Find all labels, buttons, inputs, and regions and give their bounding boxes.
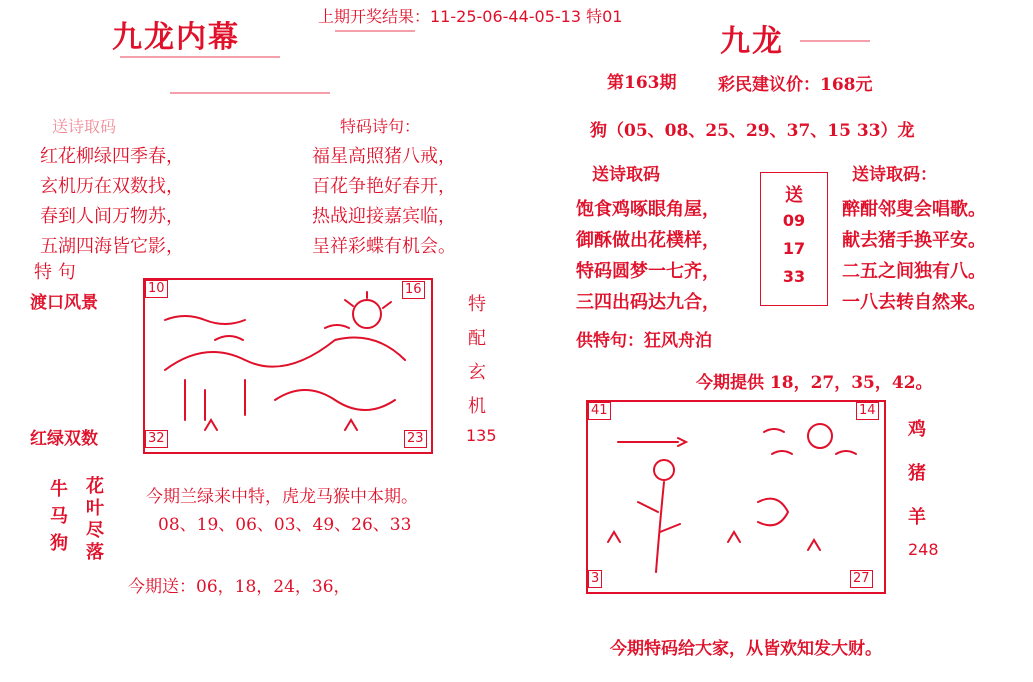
right-bottom-line: 今期特码给大家，从皆欢知发大财。 bbox=[610, 639, 882, 659]
send-title-left: 送诗取码 bbox=[592, 165, 660, 185]
last-result-text: 上期开奖结果：11-25-06-44-05-13 特01 bbox=[318, 7, 623, 26]
send-box bbox=[760, 172, 828, 306]
corner-number-tr: 16 bbox=[402, 281, 425, 299]
corner-number-bl: 3 bbox=[588, 570, 602, 588]
provide-line: 今期提供 18，27，35，42。 bbox=[696, 373, 933, 393]
poem-line: 红花柳绿四季春， bbox=[40, 146, 184, 167]
left-poem-2 bbox=[312, 142, 456, 262]
poem-line: 五湖四海皆它影， bbox=[40, 236, 184, 257]
smudge-line bbox=[800, 40, 870, 42]
poem-line: 醉酣邻叟会唱歌。 bbox=[842, 199, 986, 220]
send-box-num: 33 bbox=[782, 267, 806, 286]
price-label: 彩民建议价：168元 bbox=[718, 75, 873, 95]
te-ju-label: 特 句 bbox=[34, 262, 76, 283]
dog-dragon-line: 狗（05、08、25、29、37、15 33）龙 bbox=[590, 121, 915, 141]
left-send: 今期送：06，18，24，36， bbox=[128, 577, 351, 597]
smudge-line bbox=[120, 56, 280, 58]
left-tip: 今期兰绿来中特，虎龙马猴中本期。 bbox=[146, 487, 418, 507]
side-char: 玄 bbox=[468, 362, 486, 383]
poem-title-left: 送诗取码 bbox=[52, 117, 117, 136]
poem-line: 献去猪手换平安。 bbox=[842, 230, 986, 251]
poem-line: 福星高照猪八戒， bbox=[312, 146, 456, 167]
poem-line: 二五之间独有八。 bbox=[842, 261, 986, 282]
corner-number-tl: 41 bbox=[588, 402, 611, 420]
flower-char: 尽 bbox=[86, 520, 104, 541]
poem-line: 玄机历在双数找， bbox=[40, 176, 184, 197]
side-char: 机 bbox=[468, 396, 486, 417]
dukou-label: 渡口风景 bbox=[30, 293, 98, 313]
period-label: 第163期 bbox=[607, 73, 677, 93]
ferry-scene-sketch bbox=[145, 280, 429, 450]
zodiac-column bbox=[50, 476, 68, 557]
flower-char: 落 bbox=[86, 542, 104, 563]
zodiac-char: 牛 bbox=[50, 479, 68, 500]
poem-line: 一八去转自然来。 bbox=[842, 292, 986, 313]
right-side-number: 248 bbox=[908, 540, 939, 559]
corner-number-br: 27 bbox=[850, 570, 873, 588]
send-title-right: 送诗取码： bbox=[852, 165, 937, 185]
poem-line: 百花争艳好春开， bbox=[312, 176, 456, 197]
send-box-num: 17 bbox=[782, 239, 806, 258]
zodiac-char: 马 bbox=[50, 506, 68, 527]
flower-char: 叶 bbox=[86, 498, 104, 519]
left-title: 九龙内幕 bbox=[112, 20, 240, 55]
poem-line: 春到人间万物苏， bbox=[40, 206, 184, 227]
side-char: 配 bbox=[468, 328, 486, 349]
smudge-line bbox=[335, 30, 415, 32]
side-char: 猪 bbox=[908, 463, 926, 484]
right-title: 九龙 bbox=[720, 24, 784, 59]
poem-line: 呈祥彩蝶有机会。 bbox=[312, 236, 456, 257]
side-char: 羊 bbox=[908, 507, 926, 528]
send-box-num: 09 bbox=[782, 211, 806, 230]
poem-line: 热战迎接嘉宾临， bbox=[312, 206, 456, 227]
left-numbers: 08、19、06、03、49、26、33 bbox=[158, 515, 412, 535]
left-side-number: 135 bbox=[466, 426, 497, 445]
side-char: 特 bbox=[468, 294, 486, 315]
poem-line: 三四出码达九合， bbox=[576, 292, 720, 313]
smudge-line bbox=[170, 92, 330, 94]
right-side-chars bbox=[908, 408, 930, 540]
honglu-label: 红绿双数 bbox=[30, 429, 98, 449]
right-scene-sketch bbox=[588, 402, 882, 590]
poem-line: 饱食鸡啄眼角屋， bbox=[576, 199, 720, 220]
send-box-label: 送 bbox=[785, 185, 803, 206]
corner-number-tl: 10 bbox=[145, 280, 168, 298]
gong-te-line: 供特句：狂风舟泊 bbox=[576, 331, 712, 351]
right-poem-1 bbox=[576, 194, 720, 318]
left-poem-1 bbox=[40, 142, 184, 262]
flower-char: 花 bbox=[86, 476, 104, 497]
zodiac-char: 狗 bbox=[50, 533, 68, 554]
corner-number-tr: 14 bbox=[856, 402, 879, 420]
corner-number-br: 23 bbox=[404, 430, 427, 448]
right-poem-2 bbox=[842, 194, 986, 318]
poem-line: 御酥做出花樸样， bbox=[576, 230, 720, 251]
corner-number-bl: 32 bbox=[145, 430, 168, 448]
poem-title-right: 特码诗句： bbox=[340, 117, 421, 136]
poem-line: 特码圆梦一七齐， bbox=[576, 261, 720, 282]
left-side-chars bbox=[468, 288, 488, 424]
side-char: 鸡 bbox=[908, 419, 926, 440]
flower-column bbox=[86, 476, 104, 564]
